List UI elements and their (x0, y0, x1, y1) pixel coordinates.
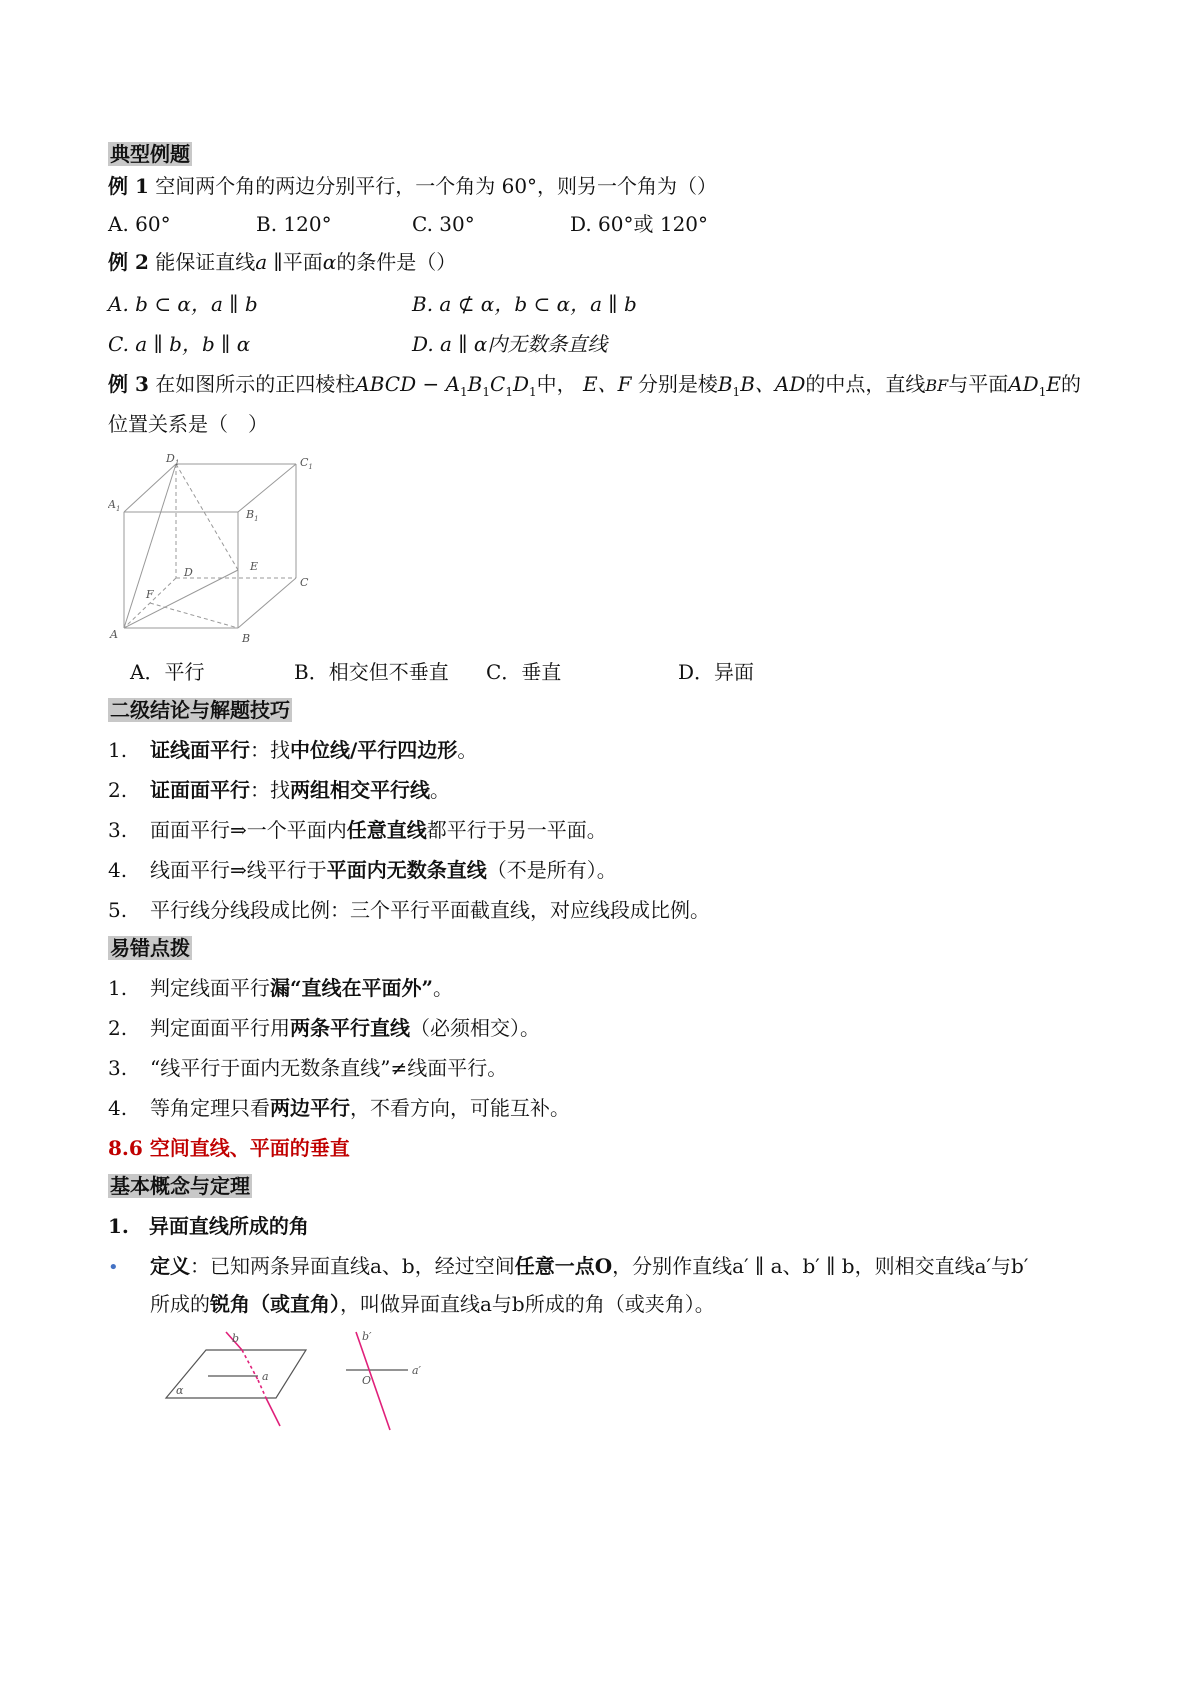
example-3-question: 例 3 在如图所示的正四棱柱ABCD − $A_1B_1C_1D_1$中， E、F 分别是棱$B_1B$、AD的中点，直线BF与平面$AD_1E$的 (108, 372, 1081, 399)
label-b: b (232, 1332, 240, 1345)
label-C: C (300, 576, 309, 589)
conclusion-5: 5. 平行线分线段成比例：三个平行平面截直线，对应线段成比例。 (108, 898, 710, 922)
label-B1: $B_1$ (246, 508, 259, 523)
label-O: O (362, 1374, 372, 1387)
mistake-4: 4. 等角定理只看两边平行，不看方向，可能互补。 (108, 1096, 570, 1120)
mistake-1: 1. 判定线面平行漏“直线在平面外”。 (108, 976, 454, 1000)
label-F: F (146, 588, 154, 601)
label-C1: $C_1$ (300, 456, 313, 471)
concept-1-definition-line2: 所成的锐角（或直角），叫做异面直线a与b所成的角（或夹角）。 (150, 1292, 715, 1316)
example-1-option-b: B. 120° (256, 212, 332, 236)
label-E: E (250, 560, 259, 573)
example-3-question-line2: 位置关系是（ ） (108, 412, 268, 436)
concept-1-definition-line1: • 定义：已知两条异面直线a、b，经过空间任意一点O，分别作直线a′ ∥ a、b′ ∥ b，则相交直线a′与b′ (108, 1254, 1029, 1278)
label-B: B (242, 632, 251, 645)
label-A: A (110, 628, 118, 641)
conclusion-1: 1. 证线面平行：找中位线/平行四边形。 (108, 738, 478, 762)
chapter-heading: 8.6 空间直线、平面的垂直 (108, 1136, 350, 1160)
section-mistakes: 易错点拨 (110, 936, 190, 960)
example-3-option-d: D．异面 (678, 660, 755, 684)
label-A1: $A_1$ (108, 498, 121, 513)
example-2-question: 例 2 能保证直线a ∥平面α的条件是（） (108, 250, 457, 274)
example-2-option-b: B. a ⊄ α，b ⊂ α，a ∥ b (412, 292, 637, 316)
example-2-option-d: D. a ∥ α内无数条直线 (412, 332, 608, 356)
example-1-option-d: D. 60°或 120° (570, 212, 709, 236)
label-b-prime: b′ (362, 1330, 372, 1343)
section-typical-examples: 典型例题 (110, 142, 190, 166)
example-2-option-c: C. a ∥ b，b ∥ α (108, 332, 251, 356)
example-3-option-b: B．相交但不垂直 (294, 660, 449, 684)
concept-1-title: 1. 异面直线所成的角 (108, 1214, 309, 1238)
mistake-3: 3. “线平行于面内无数条直线”≠线面平行。 (108, 1056, 508, 1080)
example-3-option-c: C．垂直 (486, 660, 562, 684)
label-a-prime: a′ (412, 1364, 422, 1377)
skew-lines-figure (158, 1330, 448, 1460)
mistake-2: 2. 判定面面平行用两条平行直线（必须相交）。 (108, 1016, 540, 1040)
label-alpha: α (176, 1384, 184, 1397)
example-1-option-a: A. 60° (108, 212, 171, 236)
conclusion-2: 2. 证面面平行：找两组相交平行线。 (108, 778, 450, 802)
label-a: a (262, 1370, 269, 1383)
conclusion-3: 3. 面面平行⇒一个平面内任意直线都平行于另一平面。 (108, 818, 607, 842)
example-2-option-a: A. b ⊂ α，a ∥ b (108, 292, 258, 316)
conclusion-4: 4. 线面平行⇒线平行于平面内无数条直线（不是所有）。 (108, 858, 617, 882)
label-D: D (184, 566, 193, 579)
prism-figure (108, 450, 328, 650)
example-3-option-a: A．平行 (130, 660, 205, 684)
example-1-option-c: C. 30° (412, 212, 475, 236)
section-basic-concepts: 基本概念与定理 (110, 1174, 250, 1198)
label-D1: $D_1$ (166, 452, 180, 467)
example-1-question: 例 1 空间两个角的两边分别平行，一个角为 60°，则另一个角为（） (108, 174, 718, 198)
section-conclusions: 二级结论与解题技巧 (110, 698, 290, 722)
